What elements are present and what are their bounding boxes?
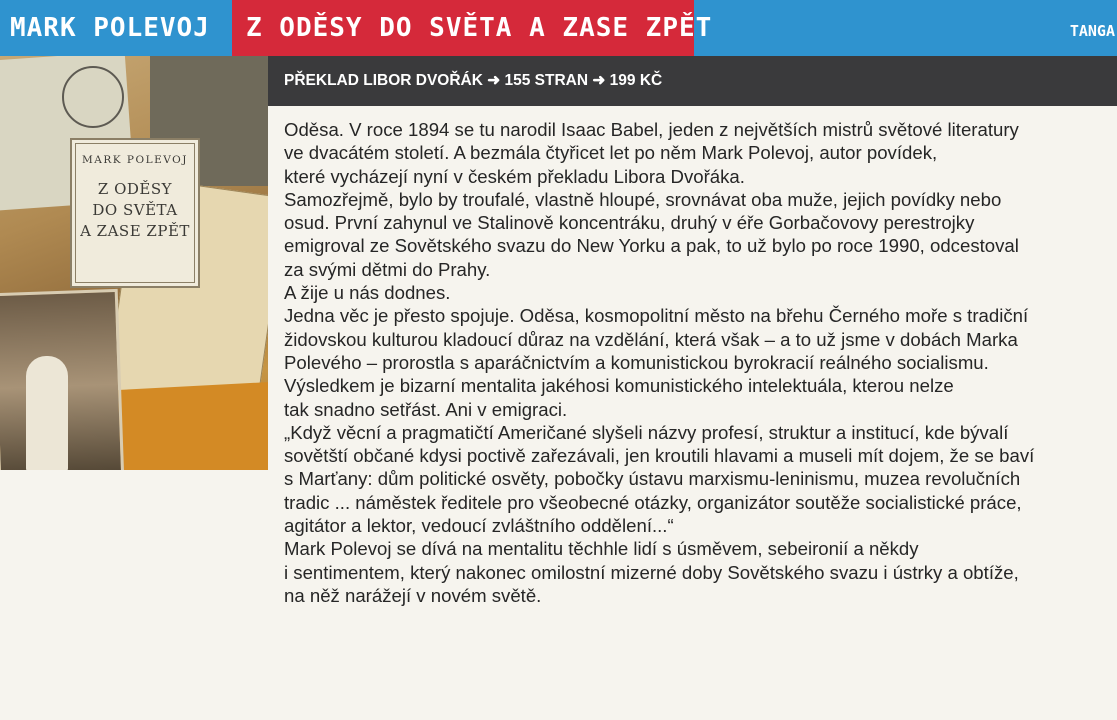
article-line: Polevého – prorostla s aparáčnictvím a komunistickou byrokracií reálného socialismu. <box>284 351 989 373</box>
article-line: Oděsa. V roce 1894 se tu narodil Isaac Babel, jeden z největších mistrů světové literatury <box>284 119 1019 140</box>
article-line: sovětští občané kdysi poctivě zařezávali, jen kroutili hlavami a museli mít dojem, že se baví <box>284 445 1035 467</box>
article-line: agitátor a lektor, vedoucí zvláštního oddělení...“ <box>284 515 674 537</box>
article-line: Mark Polevoj se dívá na mentalitu těchhle lidí s úsměvem, sebeironií a někdy <box>284 538 919 560</box>
article-line: Jedna věc je přesto spojuje. Oděsa, kosmopolitní město na břehu Černého moře s tradiční <box>284 305 1029 327</box>
article-line: tak snadno setřást. Ani v emigraci. <box>284 398 568 420</box>
title-box <box>232 0 713 56</box>
cover-label <box>70 138 200 288</box>
article-line: Výsledkem je bizarní mentalita jakéhosi komunistického intelektuála, kterou nelze <box>284 375 954 397</box>
corner-label: TANGA <box>1069 22 1115 40</box>
book-cover-image <box>0 56 268 470</box>
cover-title-line: A ZASE ZPĚT <box>80 222 190 240</box>
book-title: Z ODĚSY DO SVĚTA A ZASE ZPĚT <box>246 13 713 43</box>
article-line: i sentimentem, který nakonec omilostní mizerné doby Sovětského svazu i ústrky a obtíže, <box>284 561 1019 583</box>
article-line: židovskou kulturou kladoucí důraz na vzdělání, která však – a to už jsme v dobách Marka <box>284 328 1018 350</box>
publication-info: PŘEKLAD LIBOR DVOŘÁK ➜ 155 STRAN ➜ 199 KČ <box>284 72 663 89</box>
postmark-icon <box>62 66 124 128</box>
article-line: s Marťany: dům politické osvěty, pobočky ústavu marxismu-leninismu, muzea revolučních <box>284 468 1021 490</box>
cover-collage-figure <box>26 356 68 470</box>
article-line: Samozřejmě, bylo by troufalé, vlastně hloupé, srovnávat oba muže, jejich povídky nebo <box>284 188 1002 210</box>
article-line: za svými dětmi do Prahy. <box>284 258 491 280</box>
article-line: ve dvacátém století. A bezmála čtyřicet let po něm Mark Polevoj, autor povídek, <box>284 142 938 164</box>
article-line: A žije u nás dodnes. <box>284 282 451 304</box>
article-line: osud. První zahynul ve Stalinově koncentráku, druhý v éře Gorbačovovy perestrojky <box>284 212 975 234</box>
author-name: MARK POLEVOJ <box>10 13 210 43</box>
article-line: na něž narážejí v novém světě. <box>284 584 542 606</box>
cover-title-line: Z ODĚSY <box>97 180 173 198</box>
article-line: „Když věcní a pragmatičtí Američané slyšeli názvy profesí, struktur a institucí, kde bývalí <box>284 421 1009 443</box>
header-band <box>0 0 1117 56</box>
cover-title-line: DO SVĚTA <box>92 201 178 219</box>
article-line: emigroval ze Sovětského svazu do New Yorku a pak, to už bylo po roce 1990, odcestoval <box>284 235 1019 257</box>
article-body <box>284 118 1117 718</box>
info-bar <box>268 56 1117 106</box>
article-line: které vycházejí nyní v českém překladu Libora Dvořáka. <box>284 165 745 187</box>
article-line: tradic ... náměstek ředitele pro všeobecné otázky, organizátor soutěže socialistické práce, <box>284 491 1022 513</box>
cover-author: MARK POLEVOJ <box>82 154 188 166</box>
cover-collage-orange-card <box>112 382 268 470</box>
